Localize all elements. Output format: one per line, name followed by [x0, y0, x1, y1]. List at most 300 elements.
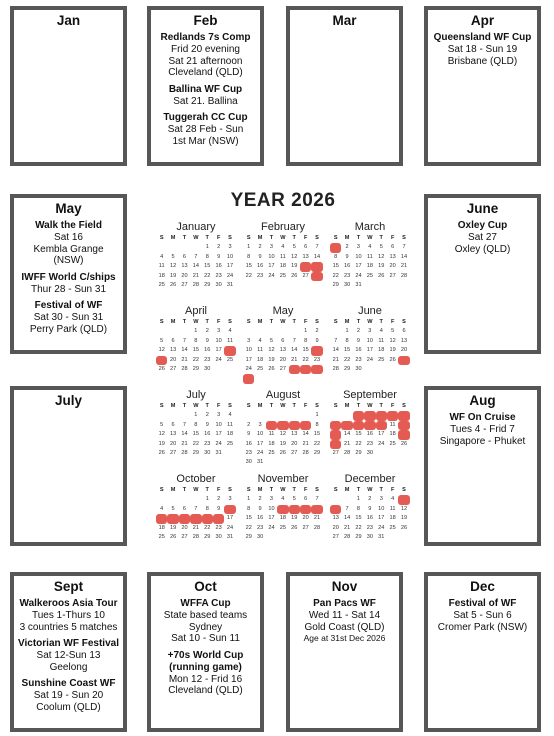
event-detail: Sat 10 - Sun 11: [171, 633, 240, 644]
day-cell: 30: [215, 533, 222, 540]
day-cell: 17: [256, 440, 264, 447]
day-cell: 9: [364, 421, 375, 430]
event: [428, 32, 537, 67]
day-cell: 11: [227, 337, 233, 344]
weekday-header: T: [379, 319, 383, 325]
day-cell: 28: [343, 533, 351, 540]
day-cell: 16: [366, 431, 373, 438]
day-cell: 11: [257, 347, 263, 354]
day-cell: 17: [245, 356, 252, 363]
event-detail: Sat 27: [468, 232, 497, 243]
day-cell: 12: [158, 347, 165, 354]
day-cell: 7: [300, 421, 311, 430]
day-cell: 4: [368, 244, 372, 251]
day-cell: 25: [226, 356, 234, 363]
day-cell: 10: [245, 347, 252, 354]
weekday-header: M: [344, 403, 350, 409]
weekday-header: T: [379, 235, 383, 241]
day-cell: 28: [343, 449, 351, 456]
day-cell: 18: [279, 263, 286, 270]
empty-cell: [167, 243, 178, 252]
day-cell: 30: [366, 533, 373, 540]
month-box-dec: [424, 572, 541, 732]
event-detail: Brisbane (QLD): [447, 55, 518, 67]
day-cell: 28: [400, 272, 408, 279]
day-cell: 1: [353, 411, 364, 420]
day-cell: 15: [332, 263, 339, 270]
weekday-header: M: [170, 403, 176, 409]
month-box-jan: [10, 6, 127, 166]
day-cell: 29: [313, 449, 321, 456]
day-cell: 17: [268, 515, 275, 522]
day-cell: 18: [226, 431, 234, 438]
weekday-header: S: [246, 319, 251, 325]
event-detail: Coolum (QLD): [36, 701, 101, 713]
day-cell: 20: [181, 272, 188, 279]
day-cell: 22: [302, 356, 309, 363]
day-cell: 28: [192, 281, 199, 288]
month-box-july: [10, 386, 127, 546]
day-cell: 28: [332, 365, 339, 372]
day-cell: 4: [160, 505, 164, 512]
weekday-header: S: [315, 319, 319, 325]
day-cell: 23: [355, 356, 362, 363]
day-cell: 29: [204, 533, 211, 540]
event-detail: Singapore - Phuket: [439, 435, 526, 447]
event: [151, 32, 260, 79]
event-detail: Frid 20 evening: [171, 44, 240, 55]
event-detail: Gold Coast (QLD): [304, 621, 385, 633]
day-cell: 14: [343, 431, 351, 438]
weekday-header: T: [292, 403, 296, 409]
weekday-header: S: [228, 487, 232, 493]
weekday-header: M: [257, 487, 263, 493]
day-cell: 19: [169, 272, 177, 279]
day-cell: 9: [315, 337, 319, 344]
mini-month-september: [330, 388, 410, 458]
day-cell: 7: [194, 253, 198, 260]
day-cell: 16: [245, 440, 252, 447]
day-cell: 31: [243, 374, 254, 383]
event-detail: Sat 5 - Sun 6: [453, 610, 512, 621]
weekday-header: S: [315, 403, 319, 409]
day-cell: 11: [156, 514, 167, 523]
day-cell: 10: [268, 505, 275, 512]
day-cell: 20: [389, 263, 396, 270]
day-cell: 23: [256, 524, 264, 531]
day-cell: 20: [291, 440, 298, 447]
day-cell: 1: [194, 412, 198, 419]
day-cell: 8: [247, 253, 251, 260]
weekday-header: S: [402, 487, 406, 493]
mini-month-march: [330, 220, 410, 290]
weekday-header: S: [159, 319, 164, 325]
weekday-header: T: [292, 487, 296, 493]
event-detail: Cleveland (QLD): [168, 685, 243, 696]
event-title: Festival of WF: [34, 300, 103, 311]
day-cell: 22: [204, 272, 211, 279]
weekday-header: T: [205, 403, 209, 409]
day-cell: 20: [279, 356, 286, 363]
day-cell: 18: [389, 515, 396, 522]
day-cell: 2: [356, 328, 361, 335]
weekday-header: T: [292, 319, 296, 325]
day-cell: 3: [379, 496, 383, 503]
day-cell: 12: [291, 253, 298, 260]
event-detail: Tues 4 - Frid 7: [450, 424, 515, 435]
day-cell: 29: [355, 533, 362, 540]
empty-cell: [179, 243, 190, 252]
day-cell: 2: [217, 244, 221, 251]
day-cell: 2: [217, 496, 221, 503]
day-cell: 6: [304, 496, 308, 503]
event-detail: Tues 1-Thurs 10: [32, 610, 105, 621]
day-cell: 24: [226, 272, 234, 279]
day-cell: 21: [343, 440, 351, 447]
day-cell: 14: [192, 263, 199, 270]
mini-month-name: July: [186, 389, 206, 401]
weekday-header: S: [228, 403, 232, 409]
event-detail: Sat 12-Sun 13: [36, 650, 101, 661]
weekday-header: W: [367, 319, 373, 325]
day-cell: 20: [181, 524, 188, 531]
day-cell: 1: [330, 243, 341, 252]
weekday-header: M: [257, 403, 263, 409]
day-cell: 5: [398, 411, 409, 420]
weekday-header: W: [367, 403, 373, 409]
day-cell: 15: [245, 263, 252, 270]
day-cell: 1: [194, 328, 198, 335]
day-cell: 12: [289, 505, 300, 514]
day-cell: 27: [389, 272, 396, 279]
day-cell: 21: [192, 272, 199, 279]
day-cell: 22: [192, 440, 199, 447]
mini-month-name: October: [176, 473, 216, 485]
event-detail: Sat 30 - Sun 31: [33, 312, 104, 323]
day-cell: 31: [226, 533, 234, 540]
event: [428, 220, 537, 255]
empty-cell: [156, 327, 167, 336]
day-cell: 14: [181, 347, 188, 354]
day-cell: 19: [156, 356, 167, 365]
weekday-header: T: [205, 235, 209, 241]
day-cell: 9: [345, 253, 349, 260]
weekday-header: T: [356, 235, 361, 241]
day-cell: 24: [268, 524, 275, 531]
day-cell: 13: [302, 253, 309, 260]
weekday-header: S: [159, 403, 164, 409]
day-cell: 22: [355, 440, 362, 447]
day-cell: 16: [204, 431, 211, 438]
day-cell: 29: [300, 365, 311, 374]
event-detail: Sat 16: [54, 232, 83, 243]
empty-cell: [300, 411, 311, 420]
day-cell: 24: [245, 365, 252, 372]
day-cell: 24: [226, 524, 234, 531]
day-cell: 23: [215, 524, 222, 531]
weekday-header: T: [182, 403, 187, 409]
day-cell: 13: [400, 337, 408, 344]
day-cell: 27: [332, 449, 339, 456]
day-cell: 9: [258, 505, 262, 512]
weekday-header: S: [402, 403, 406, 409]
day-cell: 20: [332, 524, 339, 531]
day-cell: 1: [247, 496, 251, 503]
day-cell: 9: [356, 337, 361, 344]
day-cell: 3: [356, 244, 361, 251]
day-cell: 17: [366, 347, 373, 354]
event: [428, 412, 537, 447]
event-detail: 3 countries 5 matches: [19, 621, 118, 633]
empty-cell: [156, 243, 167, 252]
day-cell: 14: [313, 253, 321, 260]
weekday-header: S: [159, 487, 164, 493]
day-cell: 2: [258, 244, 262, 251]
day-cell: 27: [169, 365, 177, 372]
day-cell: 23: [343, 272, 351, 279]
day-cell: 5: [292, 496, 296, 503]
day-cell: 2: [247, 421, 251, 428]
day-cell: 27: [169, 449, 177, 456]
day-cell: 18: [366, 263, 373, 270]
day-cell: 16: [355, 347, 362, 354]
weekday-header: S: [333, 319, 338, 325]
day-cell: 22: [245, 272, 252, 279]
day-cell: 17: [226, 515, 234, 522]
day-cell: 6: [289, 421, 300, 430]
day-cell: 20: [330, 440, 341, 449]
day-cell: 11: [366, 253, 373, 260]
day-cell: 23: [204, 440, 211, 447]
day-cell: 29: [332, 281, 339, 288]
day-cell: 10: [355, 253, 362, 260]
day-cell: 21: [343, 524, 351, 531]
day-cell: 8: [353, 421, 364, 430]
month-box-nov: [286, 572, 403, 732]
day-cell: 20: [300, 262, 311, 271]
empty-cell: [254, 327, 265, 336]
day-cell: 15: [355, 431, 362, 438]
event-detail: Cromer Park (NSW): [437, 621, 528, 633]
day-cell: 1: [345, 328, 349, 335]
day-cell: 1: [315, 412, 319, 419]
weekday-header: S: [333, 487, 338, 493]
weekday-header: F: [390, 235, 395, 241]
event: [14, 678, 123, 713]
mini-month-may: [243, 304, 323, 384]
event-detail: Geelong: [49, 661, 88, 673]
weekday-header: T: [182, 235, 187, 241]
day-cell: 18: [224, 346, 235, 355]
day-cell: 30: [215, 281, 222, 288]
day-cell: 8: [205, 505, 209, 512]
day-cell: 5: [277, 421, 288, 430]
day-cell: 23: [204, 356, 211, 363]
day-cell: 7: [292, 337, 296, 344]
mini-month-grid: [330, 486, 410, 542]
event-detail: 1st Mar (NSW): [172, 135, 239, 147]
day-cell: 19: [279, 440, 286, 447]
event-detail: Thur 28 - Sun 31: [30, 283, 107, 295]
mini-month-grid: [330, 234, 410, 290]
day-cell: 2: [205, 412, 209, 419]
month-label: Apr: [470, 13, 495, 28]
event-title: Walkeroos Asia Tour: [19, 598, 118, 609]
day-cell: 8: [315, 421, 319, 428]
day-cell: 12: [167, 514, 178, 523]
day-cell: 20: [302, 515, 309, 522]
day-cell: 29: [245, 533, 252, 540]
day-cell: 11: [389, 505, 396, 512]
mini-month-grid: [156, 486, 236, 542]
weekday-header: M: [344, 235, 350, 241]
event: [14, 638, 123, 673]
day-cell: 1: [205, 496, 209, 503]
day-cell: 7: [341, 421, 352, 430]
mini-month-name: August: [265, 389, 301, 401]
empty-cell: [167, 411, 178, 420]
mini-month-january: [156, 220, 236, 290]
day-cell: 14: [311, 505, 322, 514]
day-cell: 18: [268, 440, 275, 447]
day-cell: 26: [169, 533, 177, 540]
day-cell: 21: [181, 356, 188, 363]
day-cell: 13: [181, 263, 188, 270]
empty-cell: [179, 411, 190, 420]
day-cell: 29: [355, 449, 362, 456]
day-cell: 21: [192, 524, 199, 531]
day-cell: 16: [256, 515, 264, 522]
mini-month-grid: [156, 234, 236, 290]
day-cell: 27: [302, 272, 309, 279]
day-cell: 23: [245, 449, 252, 456]
day-cell: 13: [300, 505, 311, 514]
day-cell: 17: [378, 431, 385, 438]
day-cell: 2: [345, 244, 349, 251]
empty-cell: [330, 411, 341, 420]
day-cell: 18: [389, 431, 396, 438]
weekday-header: M: [170, 487, 176, 493]
event: [151, 598, 260, 645]
day-cell: 15: [343, 347, 351, 354]
day-cell: 3: [368, 328, 372, 335]
event-title: Queensland WF Cup: [433, 32, 532, 43]
day-cell: 7: [182, 337, 187, 344]
day-cell: 16: [215, 263, 222, 270]
weekday-header: S: [228, 319, 232, 325]
mini-month-grid: [243, 486, 323, 542]
day-cell: 25: [256, 365, 264, 372]
month-label: Nov: [331, 579, 358, 594]
mini-month-name: May: [272, 305, 294, 317]
day-cell: 7: [315, 496, 319, 503]
weekday-header: T: [356, 487, 361, 493]
day-cell: 2: [364, 411, 375, 420]
year-calendar: [148, 172, 418, 562]
weekday-header: S: [333, 235, 338, 241]
mini-month-november: [243, 472, 323, 542]
mini-month-february: [243, 220, 323, 281]
day-cell: 21: [313, 515, 321, 522]
day-cell: 22: [204, 524, 211, 531]
day-cell: 9: [217, 253, 221, 260]
month-label: Sept: [53, 579, 84, 594]
month-label: Mar: [332, 13, 357, 28]
month-box-june: [424, 194, 541, 354]
day-cell: 13: [330, 430, 341, 439]
month-label: July: [54, 393, 82, 408]
day-cell: 24: [256, 449, 264, 456]
day-cell: 6: [304, 244, 308, 251]
weekday-header: M: [170, 235, 176, 241]
day-cell: 21: [181, 440, 188, 447]
empty-cell: [341, 495, 352, 504]
month-box-oct: [147, 572, 264, 732]
day-cell: 6: [391, 244, 395, 251]
day-cell: 9: [205, 337, 209, 344]
empty-cell: [254, 411, 265, 420]
weekday-header: S: [315, 487, 319, 493]
weekday-header: M: [257, 235, 263, 241]
day-cell: 10: [215, 337, 222, 344]
weekday-header: S: [159, 235, 164, 241]
day-cell: 5: [379, 244, 383, 251]
day-cell: 3: [247, 337, 251, 344]
event-detail: Sat 21. Ballina: [173, 95, 238, 107]
weekday-header: S: [402, 235, 406, 241]
day-cell: 15: [192, 347, 199, 354]
day-cell: 4: [160, 253, 164, 260]
day-cell: 23: [215, 272, 222, 279]
month-label: Aug: [469, 393, 496, 408]
event-detail: Perry Park (QLD): [29, 323, 108, 335]
mini-month-name: September: [343, 389, 397, 401]
mini-month-april: [156, 304, 236, 374]
weekday-header: W: [367, 487, 373, 493]
day-cell: 21: [332, 356, 339, 363]
day-cell: 11: [378, 337, 385, 344]
day-cell: 5: [160, 337, 164, 344]
weekday-header: W: [280, 235, 286, 241]
day-cell: 19: [268, 356, 275, 363]
day-cell: 3: [228, 244, 232, 251]
day-cell: 31: [215, 449, 222, 456]
day-cell: 23: [313, 356, 321, 363]
day-cell: 6: [182, 505, 187, 512]
day-cell: 26: [169, 281, 177, 288]
weekday-header: T: [182, 319, 187, 325]
day-cell: 22: [343, 356, 351, 363]
day-cell: 11: [277, 505, 288, 514]
day-cell: 6: [182, 253, 187, 260]
empty-cell: [289, 411, 300, 420]
empty-cell: [243, 411, 254, 420]
month-box-aug: [424, 386, 541, 546]
weekday-header: M: [344, 319, 350, 325]
day-cell: 8: [194, 421, 198, 428]
day-cell: 10: [268, 253, 275, 260]
day-cell: 10: [376, 421, 387, 430]
weekday-header: T: [356, 319, 361, 325]
day-cell: 26: [279, 449, 286, 456]
day-cell: 19: [291, 263, 298, 270]
day-cell: 4: [387, 411, 398, 420]
day-cell: 18: [378, 347, 385, 354]
day-cell: 12: [378, 253, 385, 260]
mini-month-december: [330, 472, 410, 542]
day-cell: 5: [171, 505, 175, 512]
event-detail: Sat 28 Feb - Sun: [167, 124, 244, 135]
